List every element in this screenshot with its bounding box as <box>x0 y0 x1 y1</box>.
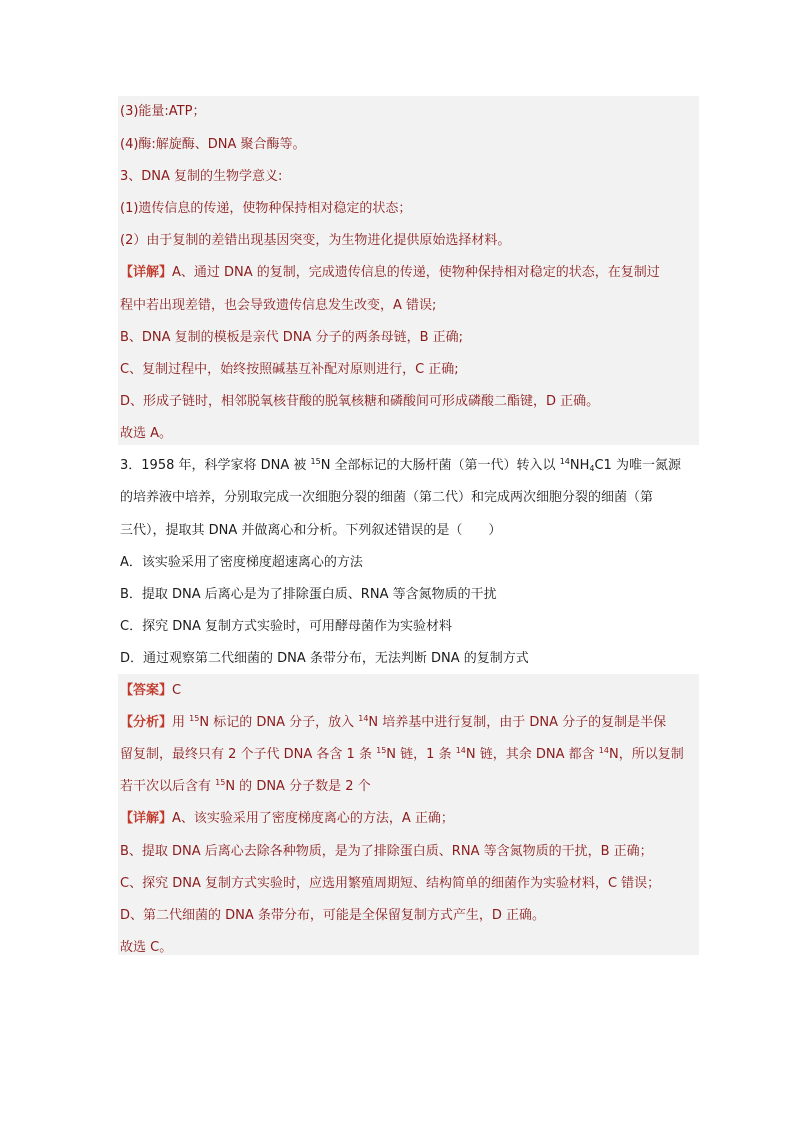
superscript: 15 <box>189 714 200 723</box>
superscript: 15 <box>215 778 226 787</box>
detail-tag: 【详解】 <box>120 265 173 280</box>
text-line: B、提取 DNA 后离心去除各种物质，是为了排除蛋白质、RNA 等含氮物质的干扰，B 正确； <box>120 844 653 859</box>
analysis-tag: 【分析】 <box>120 715 173 730</box>
analysis-part: N，所以复制 <box>608 747 684 762</box>
analysis-line <box>120 713 666 733</box>
analysis-part: 若干次以后含有 <box>120 779 216 794</box>
analysis-part: N 的 DNA 分子数是 2 个 <box>225 779 371 794</box>
option-a: A．该实验采用了密度梯度超速离心的方法 <box>120 555 363 570</box>
analysis-part: N 培养基中进行复制，由于 DNA 分子的复制是半保 <box>368 715 667 730</box>
text-line: C、复制过程中，始终按照碱基互补配对原则进行，C 正确; <box>120 362 459 377</box>
analysis-part: N 链，其余 DNA 都含 <box>465 747 599 762</box>
text-line: (2）由于复制的差错出现基因突变，为生物进化提供原始选择材料。 <box>120 233 511 248</box>
analysis-line <box>120 777 371 797</box>
detail-line <box>120 809 454 829</box>
analysis-part: N 标记的 DNA 分子，放入 <box>199 715 359 730</box>
question-stem <box>120 456 681 476</box>
detail-text: A、通过 DNA 的复制，完成遗传信息的传递，使物种保持相对稳定的状态，在复制过 <box>172 265 660 280</box>
text-line: (3)能量:ATP； <box>120 104 206 119</box>
superscript: 14 <box>358 714 369 723</box>
answer-value: C <box>172 683 182 698</box>
superscript: 14 <box>559 457 570 466</box>
text-line: (4)酶:解旋酶、DNA 聚合酶等。 <box>120 137 306 152</box>
answer-tag: 【答案】 <box>120 683 173 698</box>
superscript: 14 <box>455 746 466 755</box>
stem-part: NH <box>569 458 590 473</box>
option-c: C．探究 DNA 复制方式实验时，可用酵母菌作为实验材料 <box>120 619 452 634</box>
superscript: 15 <box>376 746 387 755</box>
detail-tag: 【详解】 <box>120 811 173 826</box>
choice-line: 故选 C。 <box>120 940 173 955</box>
analysis-line <box>120 745 684 765</box>
text-line: D、形成子链时，相邻脱氧核苷酸的脱氧核糖和磷酸间可形成磷酸二酯键，D 正确。 <box>120 394 600 409</box>
answer-line <box>120 681 181 701</box>
detail-line <box>120 263 660 283</box>
question-stem-line: 的培养液中培养，分别取完成一次细胞分裂的细菌（第二代）和完成两次细胞分裂的细菌（第 <box>120 490 654 505</box>
detail-text: A、该实验采用了密度梯度离心的方法，A 正确； <box>172 811 454 826</box>
option-b: B．提取 DNA 后离心是为了排除蛋白质、RNA 等含氮物质的干扰 <box>120 587 497 602</box>
text-line: (1)遗传信息的传递，使物种保持相对稳定的状态； <box>120 201 412 216</box>
text-line: B、DNA 复制的模板是亲代 DNA 分子的两条母链，B 正确; <box>120 330 464 345</box>
stem-part: N 全部标记的大肠杆菌（第一代）转入以 <box>320 458 560 473</box>
text-line: D、第二代细菌的 DNA 条带分布，可能是全保留复制方式产生，D 正确。 <box>120 908 546 923</box>
text-line: 3、DNA 复制的生物学意义: <box>120 169 283 184</box>
analysis-part: 用 <box>172 715 190 730</box>
question-stem-line: 三代），提取其 DNA 并做离心和分析。下列叙述错误的是（ ） <box>120 523 502 538</box>
stem-part: 3．1958 年，科学家将 DNA 被 <box>120 458 311 473</box>
analysis-part: N 链，1 条 <box>386 747 456 762</box>
superscript: 14 <box>598 746 609 755</box>
text-line: 程中若出现差错，也会导致遗传信息发生改变，A 错误; <box>120 298 437 313</box>
text-line: C、探究 DNA 复制方式实验时，应选用繁殖周期短、结构简单的细菌作为实验材料，C 错误； <box>120 876 661 891</box>
choice-line: 故选 A。 <box>120 426 173 441</box>
superscript: 15 <box>310 457 321 466</box>
option-d: D．通过观察第二代细菌的 DNA 条带分布，无法判断 DNA 的复制方式 <box>120 651 529 666</box>
stem-part: C1 为唯一氮源 <box>594 458 681 473</box>
subscript: 4 <box>589 464 595 473</box>
analysis-part: 留复制，最终只有 2 个子代 DNA 各含 1 条 <box>120 747 377 762</box>
